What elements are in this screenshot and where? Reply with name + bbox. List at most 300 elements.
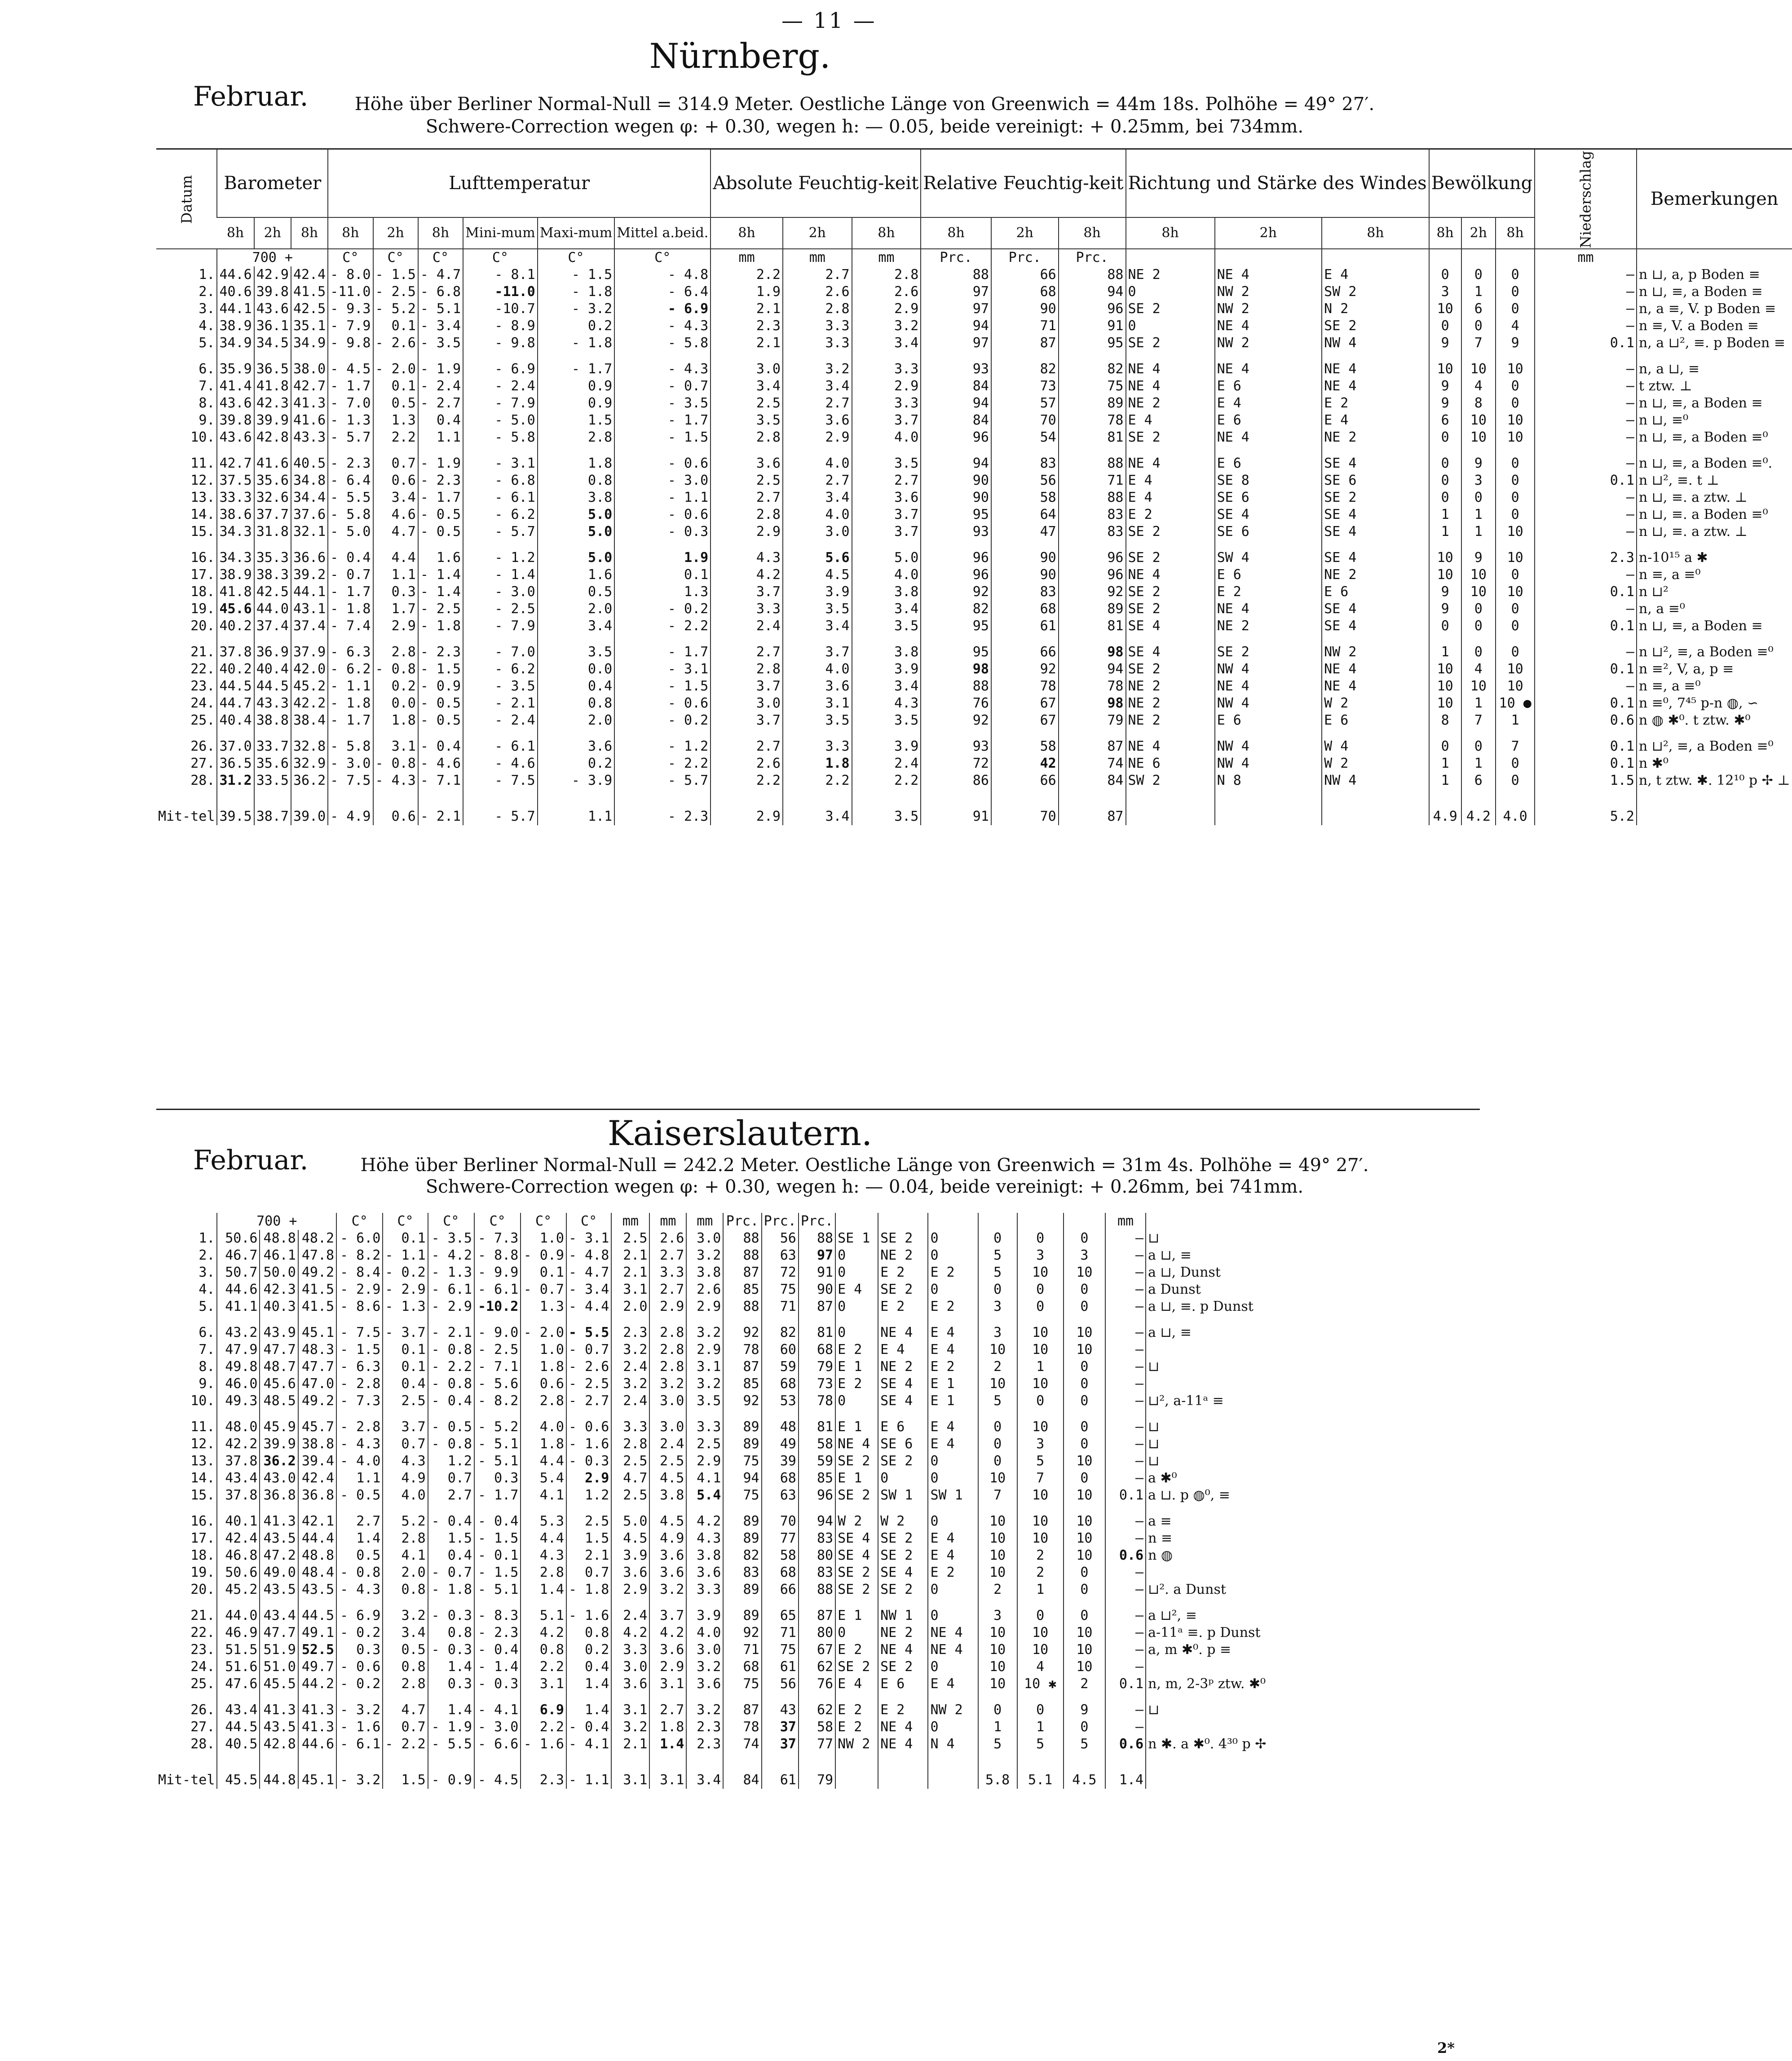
col-header-time: 2h bbox=[1215, 217, 1322, 249]
table-cell: 3.7 bbox=[711, 712, 783, 738]
table-cell: NE 6 bbox=[1126, 755, 1215, 772]
table-cell: 1.6 bbox=[538, 566, 614, 584]
table-cell: SE 2 bbox=[1126, 661, 1215, 678]
table-cell: 37.9 bbox=[291, 644, 328, 661]
table-cell: 72 bbox=[921, 755, 991, 772]
table-cell: 6.9 bbox=[521, 1702, 566, 1719]
table-cell: 3 bbox=[978, 1324, 1017, 1341]
table-cell: — bbox=[1535, 523, 1637, 549]
table-cell: 0 bbox=[1429, 489, 1461, 506]
table-cell: - 6.9 bbox=[614, 301, 711, 318]
table-cell: 0 bbox=[1064, 1719, 1105, 1736]
table-cell: - 1.6 bbox=[521, 1736, 566, 1753]
table-cell: NE 2 bbox=[1322, 429, 1429, 455]
table-cell: - 8.1 bbox=[463, 266, 538, 283]
table-cell: 3.4 bbox=[783, 489, 852, 506]
table-cell: 1. bbox=[199, 267, 215, 283]
table-cell: — bbox=[1535, 566, 1637, 584]
table-cell: 0 bbox=[928, 1513, 978, 1530]
table-cell: — bbox=[1535, 644, 1637, 661]
table-cell: 3.5 bbox=[852, 618, 921, 644]
table-cell: 78 bbox=[799, 1393, 835, 1419]
table-cell: 10 bbox=[1496, 523, 1535, 549]
mean-cell: 3.5 bbox=[852, 789, 921, 825]
table-cell: - 2.2 bbox=[614, 618, 711, 644]
table-cell: 93 bbox=[921, 523, 991, 549]
table-cell: 3.4 bbox=[783, 378, 852, 395]
table-cell: 10 bbox=[1017, 1419, 1064, 1436]
table-cell: SE 4 bbox=[1322, 506, 1429, 523]
table-cell: 3.3 bbox=[783, 738, 852, 755]
table-cell: 2.2 bbox=[521, 1659, 566, 1676]
table-cell: E 6 bbox=[1215, 566, 1322, 584]
table-row bbox=[156, 1470, 1480, 1487]
table-cell: 40.5 bbox=[291, 455, 328, 472]
table-cell: 0 bbox=[928, 1607, 978, 1624]
table-cell: 10 bbox=[1017, 1375, 1064, 1393]
table-cell: 76 bbox=[921, 695, 991, 712]
table-cell: 1 bbox=[1461, 755, 1496, 772]
table-cell: 3.7 bbox=[711, 678, 783, 695]
table-cell: 51.0 bbox=[260, 1659, 298, 1676]
table-cell: -10.2 bbox=[474, 1298, 521, 1324]
table-cell: 86 bbox=[921, 772, 991, 789]
table-cell: — bbox=[1105, 1581, 1146, 1607]
table-cell: 0 bbox=[1496, 301, 1535, 318]
table-cell: 1.7 bbox=[373, 601, 418, 618]
table-cell: NE 4 bbox=[1215, 318, 1322, 335]
table-cell: 0 bbox=[978, 1702, 1017, 1719]
table-cell: 10 bbox=[1064, 1264, 1105, 1281]
table-cell: 2.9 bbox=[649, 1659, 686, 1676]
station-title: Nürnberg. bbox=[649, 36, 831, 76]
table-cell: 5.0 bbox=[852, 549, 921, 566]
table-cell: 0.8 bbox=[383, 1659, 428, 1676]
table-cell: 2.7 bbox=[428, 1487, 474, 1513]
table-row bbox=[156, 266, 1792, 283]
table-cell: 8 bbox=[1429, 712, 1461, 738]
table-cell: 89 bbox=[1059, 395, 1126, 412]
table-cell: E 1 bbox=[835, 1607, 878, 1624]
unit-temp: C° bbox=[383, 1213, 428, 1230]
table-cell: SE 4 bbox=[1322, 549, 1429, 566]
station-header-line: Höhe über Berliner Normal-Null = 242.2 Meter. Oestliche Länge von Greenwich = 31m 4s. Polhöhe = 49° 27′. bbox=[360, 1155, 1369, 1176]
table-cell: 45.2 bbox=[217, 1581, 260, 1607]
table-cell: - 1.7 bbox=[328, 584, 373, 601]
table-cell: 0.7 bbox=[383, 1719, 428, 1736]
table-cell: SE 2 bbox=[878, 1530, 928, 1547]
table-cell: 0 bbox=[1496, 755, 1535, 772]
table-cell: - 7.9 bbox=[463, 618, 538, 644]
table-cell: 0.7 bbox=[373, 455, 418, 472]
table-cell: SW 1 bbox=[928, 1487, 978, 1513]
table-cell: 43.4 bbox=[217, 1702, 260, 1719]
table-cell: 79 bbox=[1059, 712, 1126, 738]
table-cell: 3.1 bbox=[686, 1358, 723, 1375]
unit-temp: C° bbox=[521, 1213, 566, 1230]
table-cell: 1.2 bbox=[428, 1453, 474, 1470]
table-cell: 6 bbox=[1429, 412, 1461, 429]
table-cell: 0.2 bbox=[373, 678, 418, 695]
table-cell: 0 bbox=[1461, 618, 1496, 644]
table-cell: 2.1 bbox=[611, 1247, 649, 1264]
table-cell: - 1.8 bbox=[328, 695, 373, 712]
mean-cell: - 0.9 bbox=[428, 1753, 474, 1789]
table-cell: 10 bbox=[1461, 584, 1496, 601]
table-cell: 36.2 bbox=[291, 772, 328, 789]
table-cell: SE 2 bbox=[1126, 549, 1215, 566]
table-cell: 41.6 bbox=[291, 412, 328, 429]
table-cell: 3.0 bbox=[711, 695, 783, 712]
table-cell: 3.4 bbox=[538, 618, 614, 644]
table-cell: 3.2 bbox=[686, 1247, 723, 1264]
unit-temp: C° bbox=[428, 1213, 474, 1230]
table-cell: 40.2 bbox=[217, 618, 254, 644]
table-cell: - 5.7 bbox=[328, 429, 373, 455]
table-cell: 0 bbox=[1496, 283, 1535, 301]
unit-rel: Prc. bbox=[921, 249, 991, 266]
table-cell: 47.9 bbox=[217, 1341, 260, 1358]
table-cell: 26. bbox=[190, 1702, 215, 1718]
table-cell: 94 bbox=[921, 395, 991, 412]
table-cell: 0.1 bbox=[383, 1358, 428, 1375]
table-cell: 2.4 bbox=[852, 755, 921, 772]
table-cell: 10 bbox=[978, 1470, 1017, 1487]
table-cell: 0 bbox=[1429, 266, 1461, 283]
table-cell: - 4.8 bbox=[566, 1247, 611, 1264]
table-cell: 98 bbox=[1059, 644, 1126, 661]
table-cell: 2 bbox=[1017, 1564, 1064, 1581]
table-cell: 44.0 bbox=[217, 1607, 260, 1624]
table-cell: 3.6 bbox=[611, 1564, 649, 1581]
table-cell: - 1.5 bbox=[336, 1341, 383, 1358]
mean-cell: 39.0 bbox=[291, 789, 328, 825]
table-cell: 34.4 bbox=[291, 489, 328, 506]
table-cell: 10 ● bbox=[1496, 695, 1535, 712]
table-cell: 88 bbox=[799, 1581, 835, 1607]
table-cell: 43.5 bbox=[298, 1581, 336, 1607]
table-cell bbox=[1146, 1564, 1480, 1581]
table-cell: 4.0 bbox=[383, 1487, 428, 1513]
table-cell: 94 bbox=[1059, 283, 1126, 301]
table-cell: - 0.6 bbox=[566, 1419, 611, 1436]
table-cell: SE 2 bbox=[878, 1230, 928, 1247]
table-cell: 20. bbox=[190, 618, 215, 634]
table-cell: 43 bbox=[762, 1702, 799, 1719]
table-cell: 0.9 bbox=[538, 395, 614, 412]
table-cell: - 1.8 bbox=[428, 1581, 474, 1607]
table-cell: 93 bbox=[921, 738, 991, 755]
table-row bbox=[156, 523, 1792, 549]
table-cell: a ⊔. p ◍⁰, ≡ bbox=[1146, 1487, 1480, 1513]
table-cell: 81 bbox=[799, 1324, 835, 1341]
mean-cell: - 4.5 bbox=[474, 1753, 521, 1789]
table-cell: 7 bbox=[978, 1487, 1017, 1513]
col-header-time: Mittel a.beid. bbox=[614, 217, 711, 249]
table-cell: 1.3 bbox=[521, 1298, 566, 1324]
table-cell: 46.9 bbox=[217, 1624, 260, 1641]
table-cell: 6. bbox=[199, 361, 215, 377]
table-cell: 88 bbox=[921, 678, 991, 695]
table-cell: 89 bbox=[723, 1436, 761, 1453]
table-cell: ⊔ bbox=[1146, 1702, 1480, 1719]
table-cell: 2.9 bbox=[373, 618, 418, 644]
table-cell: 37 bbox=[762, 1719, 799, 1736]
table-cell: 3.9 bbox=[852, 661, 921, 678]
table-cell: 89 bbox=[723, 1607, 761, 1624]
table-cell: 10 bbox=[978, 1341, 1017, 1358]
table-cell: 0 bbox=[1496, 395, 1535, 412]
table-cell: - 5.8 bbox=[463, 429, 538, 455]
table-cell: E 2 bbox=[835, 1702, 878, 1719]
table-cell: NE 4 bbox=[1322, 661, 1429, 678]
table-cell: 9 bbox=[1064, 1702, 1105, 1719]
table-cell: 27. bbox=[190, 1719, 215, 1735]
table-cell: 87 bbox=[723, 1264, 761, 1281]
table-cell: - 2.7 bbox=[566, 1393, 611, 1419]
mean-cell: 70 bbox=[991, 789, 1059, 825]
table-cell: 25. bbox=[190, 712, 215, 728]
table-cell: 0 bbox=[1496, 489, 1535, 506]
table-cell: 0.5 bbox=[538, 584, 614, 601]
table-cell: 2.6 bbox=[852, 283, 921, 301]
table-cell: SE 6 bbox=[1215, 523, 1322, 549]
table-cell: E 4 bbox=[878, 1341, 928, 1358]
table-cell: NE 4 bbox=[1322, 378, 1429, 395]
table-cell: - 0.2 bbox=[383, 1264, 428, 1281]
table-cell: SE 6 bbox=[878, 1436, 928, 1453]
table-cell: 2.8 bbox=[383, 1676, 428, 1702]
table-cell: 10 bbox=[1064, 1513, 1105, 1530]
table-cell: 0 bbox=[1017, 1702, 1064, 1719]
data-table bbox=[156, 148, 1792, 825]
table-cell: 81 bbox=[1059, 618, 1126, 644]
table-cell: SE 4 bbox=[878, 1375, 928, 1393]
table-cell: 3.4 bbox=[852, 601, 921, 618]
table-cell: - 0.3 bbox=[474, 1676, 521, 1702]
table-cell: 36.1 bbox=[254, 318, 291, 335]
table-cell: 49 bbox=[762, 1436, 799, 1453]
table-cell: n ⊔, ≡, a Boden ≡ bbox=[1637, 395, 1792, 412]
table-cell: E 2 bbox=[878, 1702, 928, 1719]
table-cell: ⊔², a-11ᵃ ≡ bbox=[1146, 1393, 1480, 1419]
table-cell: 2.9 bbox=[783, 429, 852, 455]
table-cell: 98 bbox=[1059, 695, 1126, 712]
table-cell: 27. bbox=[190, 756, 215, 771]
table-cell: — bbox=[1105, 1375, 1146, 1393]
table-cell: E 4 bbox=[835, 1676, 878, 1702]
mean-cell: - 4.9 bbox=[328, 789, 373, 825]
table-cell: 17. bbox=[190, 1530, 215, 1546]
table-cell: E 6 bbox=[1215, 412, 1322, 429]
table-cell: 3.0 bbox=[649, 1419, 686, 1436]
table-cell: — bbox=[1105, 1641, 1146, 1659]
table-cell: — bbox=[1105, 1624, 1146, 1641]
table-cell: - 6.0 bbox=[336, 1230, 383, 1247]
table-cell: 22. bbox=[190, 1625, 215, 1641]
table-cell: - 6.1 bbox=[428, 1281, 474, 1298]
table-cell: 37.4 bbox=[254, 618, 291, 644]
table-cell: 81 bbox=[799, 1419, 835, 1436]
table-cell: 3.2 bbox=[383, 1607, 428, 1624]
table-cell: 1.4 bbox=[428, 1702, 474, 1719]
table-cell: - 7.3 bbox=[336, 1393, 383, 1419]
table-cell: E 2 bbox=[928, 1358, 978, 1375]
table-cell: SE 4 bbox=[1322, 618, 1429, 644]
unit-temp: C° bbox=[474, 1213, 521, 1230]
table-cell: SE 4 bbox=[835, 1547, 878, 1564]
unit-temp: C° bbox=[463, 249, 538, 266]
table-cell: 1.1 bbox=[373, 566, 418, 584]
table-cell: - 1.4 bbox=[463, 566, 538, 584]
table-cell: - 7.4 bbox=[328, 618, 373, 644]
table-cell: 3.2 bbox=[649, 1375, 686, 1393]
table-cell: - 5.1 bbox=[474, 1453, 521, 1470]
table-cell: NW 2 bbox=[1215, 283, 1322, 301]
table-cell: SE 4 bbox=[1322, 601, 1429, 618]
table-cell: 9. bbox=[199, 412, 215, 428]
table-cell: - 2.5 bbox=[566, 1375, 611, 1393]
signature-mark: 2* bbox=[1437, 2039, 1455, 2057]
table-cell: 39.9 bbox=[254, 412, 291, 429]
table-cell: 16. bbox=[190, 1513, 215, 1529]
table-cell: 58 bbox=[799, 1719, 835, 1736]
table-cell: 3.0 bbox=[611, 1659, 649, 1676]
station-header-line: Höhe über Berliner Normal-Null = 314.9 Meter. Oestliche Länge von Greenwich = 44m 18s. Polhöhe = 49° 27′. bbox=[354, 94, 1375, 115]
table-cell: 1.8 bbox=[783, 755, 852, 772]
table-cell: 0 bbox=[1496, 644, 1535, 661]
table-cell: 73 bbox=[991, 378, 1059, 395]
table-cell: 0 bbox=[1429, 618, 1461, 644]
table-cell: - 0.5 bbox=[336, 1487, 383, 1513]
table-cell: 42.9 bbox=[254, 266, 291, 283]
table-cell: 42.2 bbox=[217, 1436, 260, 1453]
table-cell: 5. bbox=[199, 1299, 215, 1314]
table-cell: 3.7 bbox=[649, 1607, 686, 1624]
table-cell: 41.3 bbox=[298, 1702, 336, 1719]
table-cell: 97 bbox=[799, 1247, 835, 1264]
table-cell: 10 bbox=[978, 1676, 1017, 1702]
table-cell: 42.2 bbox=[291, 695, 328, 712]
table-cell: E 4 bbox=[1126, 489, 1215, 506]
table-cell: 2.5 bbox=[611, 1230, 649, 1247]
table-cell: 0.1 bbox=[1535, 755, 1637, 772]
table-cell: 5.0 bbox=[538, 523, 614, 549]
table-cell: — bbox=[1105, 1513, 1146, 1530]
table-cell: - 2.1 bbox=[463, 695, 538, 712]
table-cell: - 2.0 bbox=[373, 361, 418, 378]
table-cell: 0.8 bbox=[566, 1624, 611, 1641]
table-cell: 43.6 bbox=[254, 301, 291, 318]
table-cell: 4.3 bbox=[521, 1547, 566, 1564]
table-cell: 94 bbox=[921, 318, 991, 335]
table-row bbox=[156, 472, 1792, 489]
table-cell: - 5.1 bbox=[418, 301, 463, 318]
table-cell: 88 bbox=[723, 1230, 761, 1247]
table-cell: 5.6 bbox=[783, 549, 852, 566]
table-cell: 97 bbox=[921, 301, 991, 318]
table-cell: n-10¹⁵ a ✱ bbox=[1637, 549, 1792, 566]
table-cell: 35.6 bbox=[254, 755, 291, 772]
table-cell: 2.9 bbox=[711, 523, 783, 549]
table-cell: 10 bbox=[1429, 361, 1461, 378]
table-cell: - 5.5 bbox=[428, 1736, 474, 1753]
table-row bbox=[156, 318, 1792, 335]
table-cell: 3.7 bbox=[852, 523, 921, 549]
table-cell: SE 4 bbox=[878, 1564, 928, 1581]
table-cell: 32.9 bbox=[291, 755, 328, 772]
table-row bbox=[156, 1298, 1480, 1324]
table-cell: 39.4 bbox=[298, 1453, 336, 1470]
table-cell: 10 bbox=[1064, 1547, 1105, 1564]
table-cell: E 6 bbox=[1322, 712, 1429, 738]
table-cell: - 2.8 bbox=[336, 1419, 383, 1436]
table-cell: - 5.8 bbox=[328, 738, 373, 755]
table-cell: - 2.9 bbox=[428, 1298, 474, 1324]
unit-cell bbox=[978, 1213, 1017, 1230]
table-cell: 83 bbox=[1059, 523, 1126, 549]
table-cell: 49.7 bbox=[298, 1659, 336, 1676]
table-cell: 3.7 bbox=[383, 1419, 428, 1436]
table-cell: - 9.9 bbox=[474, 1264, 521, 1281]
table-cell: NW 4 bbox=[1322, 772, 1429, 789]
table-cell: 2 bbox=[1017, 1547, 1064, 1564]
table-cell: - 5.7 bbox=[614, 772, 711, 789]
table-cell: - 0.2 bbox=[614, 601, 711, 618]
table-cell: NE 4 bbox=[878, 1719, 928, 1736]
table-cell: - 6.1 bbox=[463, 738, 538, 755]
table-cell: 1.5 bbox=[1535, 772, 1637, 789]
table-cell: 1 bbox=[1461, 523, 1496, 549]
table-cell: 2.2 bbox=[783, 772, 852, 789]
table-row bbox=[156, 1513, 1480, 1530]
table-cell: 3.1 bbox=[649, 1676, 686, 1702]
table-cell: 2.5 bbox=[686, 1436, 723, 1453]
table-cell: NE 4 bbox=[1215, 361, 1322, 378]
table-cell: - 5.5 bbox=[328, 489, 373, 506]
mean-cell: 3.1 bbox=[649, 1753, 686, 1789]
table-cell: 2.8 bbox=[649, 1341, 686, 1358]
table-cell: 4.1 bbox=[686, 1470, 723, 1487]
table-cell: E 1 bbox=[928, 1375, 978, 1393]
table-cell: 78 bbox=[723, 1341, 761, 1358]
table-cell: 2.1 bbox=[566, 1547, 611, 1564]
unit-temp: C° bbox=[566, 1213, 611, 1230]
table-cell: 47.7 bbox=[260, 1341, 298, 1358]
table-cell: NE 4 bbox=[1126, 361, 1215, 378]
table-cell: 88 bbox=[1059, 455, 1126, 472]
table-row bbox=[156, 429, 1792, 455]
table-cell: N 4 bbox=[928, 1736, 978, 1753]
table-cell: 40.2 bbox=[217, 661, 254, 678]
table-cell: 4.7 bbox=[373, 523, 418, 549]
table-cell: 49.0 bbox=[260, 1564, 298, 1581]
table-cell: SE 2 bbox=[878, 1453, 928, 1470]
table-cell: - 0.2 bbox=[336, 1624, 383, 1641]
table-cell: 79 bbox=[799, 1358, 835, 1375]
table-cell: 2.8 bbox=[711, 429, 783, 455]
table-cell: 49.3 bbox=[217, 1393, 260, 1419]
table-cell: - 8.3 bbox=[474, 1607, 521, 1624]
table-cell: 10 bbox=[1017, 1324, 1064, 1341]
table-cell: - 7.5 bbox=[328, 772, 373, 789]
table-cell: - 1.5 bbox=[373, 266, 418, 283]
mean-cell: 91 bbox=[921, 789, 991, 825]
table-cell: 41.5 bbox=[298, 1298, 336, 1324]
table-cell: 3.2 bbox=[783, 361, 852, 378]
unit-cell bbox=[1126, 249, 1215, 266]
mean-cell: Mit-tel bbox=[158, 809, 215, 824]
